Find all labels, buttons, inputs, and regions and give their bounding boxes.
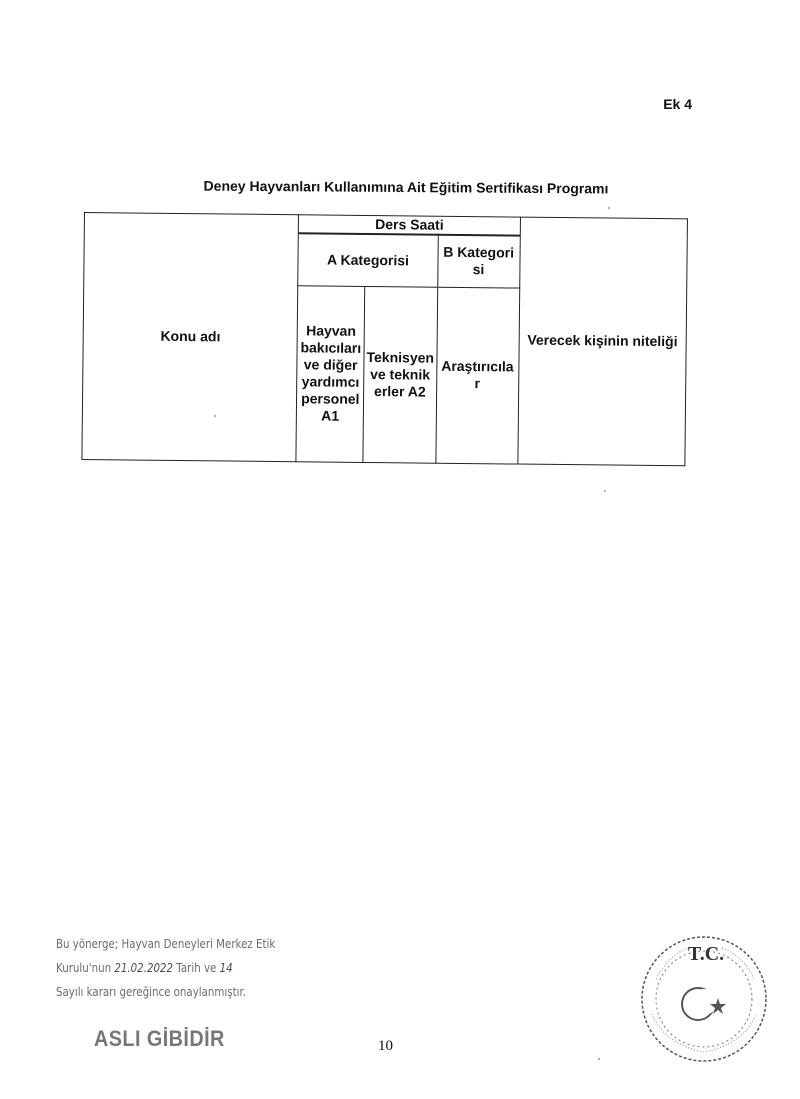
program-table-wrapper (81, 212, 688, 466)
header-b-arastiricilar: Araştırıcılar (435, 287, 519, 464)
header-b-kategorisi: B Kategorisi (437, 235, 520, 288)
annex-label: Ek 4 (663, 96, 692, 112)
scan-speck (214, 415, 216, 417)
approval-note-prefix: Kurulu'nun (56, 960, 112, 975)
approval-note-suffix: Tarih ve (176, 960, 217, 975)
scan-speck (604, 490, 606, 492)
scan-speck (598, 1058, 600, 1060)
page-number: 10 (378, 1038, 393, 1054)
header-konu-adi: Konu adı (82, 213, 299, 462)
approval-note-line-1: Bu yönerge; Hayvan Deneyleri Merkez Etik (56, 936, 276, 951)
header-ders-saati: Ders Saati (299, 215, 520, 236)
approval-number: 14 (219, 960, 233, 975)
header-a2: Teknisyen ve teknikerler A2 (363, 286, 437, 463)
program-table (81, 212, 688, 466)
seal-text: T.C. (687, 943, 725, 965)
official-seal-icon (634, 934, 774, 1064)
scan-speck (608, 207, 610, 209)
header-a-kategorisi: A Kategorisi (298, 233, 438, 286)
approval-note (56, 932, 275, 1004)
asli-gibidir-stamp: ASLI GİBİDİR (94, 1026, 225, 1051)
approval-note-line-2 (56, 956, 275, 980)
header-verecek-kisinin-niteligi: Verecek kişinin niteliği (517, 217, 687, 465)
document-title: Deney Hayvanları Kullanımına Ait Eğitim Sertifikası Programı (203, 177, 609, 197)
header-a1: Hayvan bakıcıları ve diğer yardımcı personel A1 (296, 285, 364, 462)
approval-date: 21.02.2022 (114, 960, 174, 975)
approval-note-line-3: Sayılı kararı gereğince onaylanmıştır. (56, 984, 246, 999)
